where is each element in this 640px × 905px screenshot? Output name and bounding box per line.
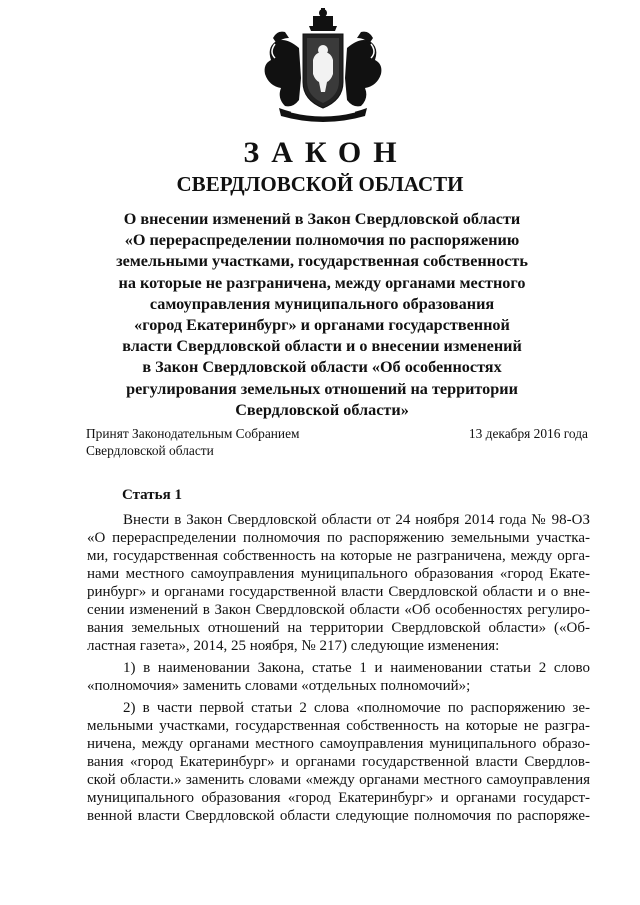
text-line: «О перераспределении полномочия по распоряжению земельными участка-: [87, 530, 590, 546]
subject-line: Свердловской области»: [235, 400, 409, 419]
adoption-body: [86, 425, 300, 459]
subject-line: «О перераспределении полномочия по распоряжению: [124, 231, 520, 250]
subject-line: в Закон Свердловской области «Об особенностях: [142, 358, 502, 377]
paragraph: [87, 659, 590, 695]
text-line: вания «город Екатеринбург» и органами государственной власти Свердлов-: [87, 754, 590, 770]
adoption-date: 13 декабря 2016 года: [468, 426, 588, 441]
paragraph: [87, 699, 590, 825]
paragraph: [87, 511, 590, 655]
text-line: сении изменений в Закон Свердловской области «Об особенностях регулиро-: [87, 602, 590, 618]
coat-of-arms-icon: [255, 8, 391, 124]
text-line: нами местного самоуправления муниципального образования «город Екате-: [87, 566, 590, 582]
subject-line: регулирования земельных отношений на территории: [126, 379, 518, 398]
text-line: Внести в Закон Свердловской области от 24 ноября 2014 года № 98-ОЗ: [123, 512, 590, 528]
text-line: 1) в наименовании Закона, статье 1 и наименовании статьи 2 слово: [123, 660, 590, 676]
subject-line: власти Свердловской области и о внесении изменений: [122, 337, 522, 356]
subject-line: О внесении изменений в Закон Свердловской области: [123, 210, 521, 228]
subject-line: «город Екатеринбург» и органами государственной: [134, 316, 510, 335]
text-line: 2) в части первой статьи 2 слова «полномочие по распоряжению зе-: [123, 700, 590, 716]
text-line: венной власти Свердловской области следующие полномочия по распоряже-: [87, 808, 590, 824]
text-line: мельными участками, государственная собственность на которые не разгра-: [87, 718, 590, 734]
law-title: ЗАКОН: [243, 136, 409, 169]
text-line: «полномочия» заменить словами «отдельных полномочий»;: [87, 678, 471, 694]
subject-line: на которые не разграничена, между органами местного: [118, 273, 526, 292]
text-line: ничена, между органами местного самоуправления муниципального образо-: [87, 736, 590, 752]
article-title: Статья 1: [122, 487, 182, 503]
text-line: муниципального образования «город Екатеринбург» и органами государст-: [87, 790, 590, 806]
text-line: вания земельных отношений на территории Свердловской области» («Об-: [87, 620, 590, 636]
adoption-line: Принят Законодательным Собранием: [86, 426, 300, 441]
law-subject: [84, 209, 560, 421]
text-line: ми, государственная собственность на которые не разграничена, между орга-: [87, 548, 590, 564]
region-name: СВЕРДЛОВСКОЙ ОБЛАСТИ: [176, 172, 464, 196]
text-line: ринбург» и органами государственной власти Свердловской области и о вне-: [87, 584, 590, 600]
article-body: [87, 511, 590, 829]
text-line: ластная газета», 2014, 25 ноября, № 217) следующие изменения:: [87, 638, 500, 654]
subject-line: самоуправления муниципального образования: [149, 294, 495, 313]
text-line: ской области.» заменить словами «между органами местного самоуправления: [87, 772, 590, 788]
adoption-line: Свердловской области: [86, 443, 214, 458]
subject-line: земельными участками, государственная собственность: [116, 252, 528, 271]
